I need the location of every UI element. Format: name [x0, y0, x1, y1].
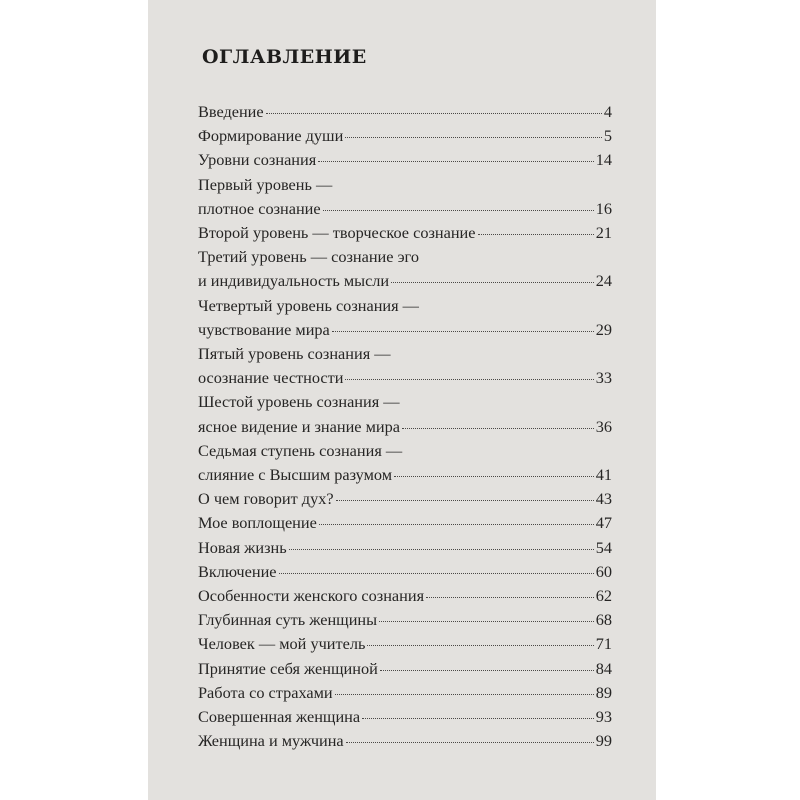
toc-entry-title: Человек — мой учитель	[198, 634, 366, 654]
table-of-contents	[198, 100, 612, 753]
toc-entry-row	[198, 657, 612, 681]
toc-entry	[198, 124, 612, 148]
dot-leader	[335, 694, 594, 695]
toc-entry-row	[198, 366, 612, 390]
toc-entry-title: Новая жизнь	[198, 537, 287, 557]
toc-entry-page-number: 84	[595, 658, 612, 678]
dot-leader	[266, 113, 602, 114]
toc-entry	[198, 173, 612, 221]
toc-entry-title: Формирование души	[198, 126, 344, 146]
toc-entry-title: Мое воплощение	[198, 513, 317, 533]
toc-entry-row	[198, 269, 612, 293]
toc-entry-row	[198, 463, 612, 487]
toc-entry	[198, 584, 612, 608]
dot-leader	[279, 573, 594, 574]
dot-leader	[367, 645, 593, 646]
toc-entry-page-number: 62	[595, 586, 612, 606]
toc-entry-title: Совершенная женщина	[198, 707, 361, 727]
toc-entry	[198, 221, 612, 245]
toc-entry-row	[198, 511, 612, 535]
toc-entry-page-number: 60	[595, 561, 612, 581]
dot-leader	[362, 718, 594, 719]
toc-entry-title: Особенности женского сознания	[198, 586, 425, 606]
toc-entry	[198, 148, 612, 172]
dot-leader	[336, 500, 594, 501]
toc-entry-title-line: Шестой уровень сознания —	[198, 392, 400, 412]
toc-entry-row	[198, 148, 612, 172]
toc-entry-row	[198, 584, 612, 608]
dot-leader	[346, 742, 594, 743]
toc-entry-title: Включение	[198, 561, 277, 581]
toc-entry-row	[198, 221, 612, 245]
toc-entry-page-number: 54	[595, 537, 612, 557]
toc-entry-page-number: 89	[595, 682, 612, 702]
toc-entry-title: Работа со страхами	[198, 682, 333, 702]
toc-entry-page-number: 36	[595, 416, 612, 436]
toc-entry-title: О чем говорит дух?	[198, 489, 334, 509]
toc-entry	[198, 487, 612, 511]
toc-entry-page-number: 47	[595, 513, 612, 533]
dot-leader	[426, 597, 594, 598]
toc-entry-row	[198, 536, 612, 560]
toc-entry-row	[198, 487, 612, 511]
toc-entry	[198, 390, 612, 438]
toc-entry-title: Введение	[198, 102, 264, 121]
toc-entry-page-number: 21	[595, 223, 612, 243]
toc-entry-page-number: 5	[603, 126, 612, 146]
toc-entry-title-line: Пятый уровень сознания —	[198, 344, 391, 364]
toc-entry-page-number: 14	[595, 150, 612, 170]
toc-entry	[198, 560, 612, 584]
toc-entry-page-number: 71	[595, 634, 612, 654]
dot-leader	[332, 331, 594, 332]
toc-entry-title: ясное видение и знание мира	[198, 416, 400, 436]
toc-entry-page-number: 24	[595, 271, 612, 291]
toc-entry-title: плотное сознание	[198, 198, 321, 218]
toc-entry-page-number: 33	[595, 368, 612, 388]
dot-leader	[323, 210, 594, 211]
book-page	[148, 0, 656, 800]
toc-entry-row	[198, 705, 612, 729]
toc-entry-page-number: 16	[595, 198, 612, 218]
toc-entry	[198, 342, 612, 390]
toc-entry	[198, 608, 612, 632]
toc-entry-title-line: Четвертый уровень сознания —	[198, 295, 419, 315]
dot-leader	[319, 524, 594, 525]
toc-entry-page-number: 4	[603, 102, 612, 121]
toc-entry	[198, 681, 612, 705]
toc-entry-page-number: 29	[595, 319, 612, 339]
toc-entry-row	[198, 608, 612, 632]
dot-leader	[379, 621, 594, 622]
toc-entry-row	[198, 318, 612, 342]
toc-entry	[198, 657, 612, 681]
dot-leader	[345, 137, 602, 138]
toc-entry-title-line: Седьмая ступень сознания —	[198, 440, 403, 460]
toc-entry-title: Принятие себя женщиной	[198, 658, 378, 678]
toc-entry-title: слияние с Высшим разумом	[198, 465, 393, 485]
toc-entry	[198, 729, 612, 753]
dot-leader	[318, 161, 594, 162]
toc-entry	[198, 100, 612, 124]
dot-leader	[391, 282, 594, 283]
toc-entry	[198, 632, 612, 656]
toc-entry-title: осознание честности	[198, 368, 344, 388]
toc-entry-page-number: 93	[595, 707, 612, 727]
toc-entry-page-number: 41	[595, 465, 612, 485]
toc-entry-row	[198, 415, 612, 439]
dot-leader	[478, 234, 594, 235]
toc-entry-title: Женщина и мужчина	[198, 731, 344, 751]
toc-entry-row	[198, 729, 612, 753]
dot-leader	[394, 476, 594, 477]
toc-entry-title: чувствование мира	[198, 319, 330, 339]
dot-leader	[380, 670, 594, 671]
toc-entry-row	[198, 100, 612, 124]
page-title: ОГЛАВЛЕНИЕ	[202, 46, 367, 68]
toc-entry-page-number: 68	[595, 610, 612, 630]
toc-entry	[198, 294, 612, 342]
dot-leader	[289, 549, 594, 550]
toc-entry-title-line: Первый уровень —	[198, 174, 333, 194]
toc-entry-row	[198, 681, 612, 705]
dot-leader	[402, 428, 594, 429]
toc-entry	[198, 245, 612, 293]
toc-entry-title: Уровни сознания	[198, 150, 317, 170]
toc-entry-title: Глубинная суть женщины	[198, 610, 378, 630]
dot-leader	[345, 379, 593, 380]
toc-entry-page-number: 43	[595, 489, 612, 509]
toc-entry-title-line: Третий уровень — сознание эго	[198, 247, 419, 267]
toc-entry	[198, 439, 612, 487]
toc-entry-title: и индивидуальность мысли	[198, 271, 390, 291]
toc-entry-page-number: 99	[595, 731, 612, 751]
toc-entry-row	[198, 560, 612, 584]
toc-entry	[198, 705, 612, 729]
toc-entry-row	[198, 197, 612, 221]
toc-entry-row	[198, 124, 612, 148]
toc-entry-row	[198, 632, 612, 656]
toc-entry	[198, 511, 612, 535]
toc-entry	[198, 536, 612, 560]
toc-entry-title: Второй уровень — творческое сознание	[198, 223, 476, 243]
